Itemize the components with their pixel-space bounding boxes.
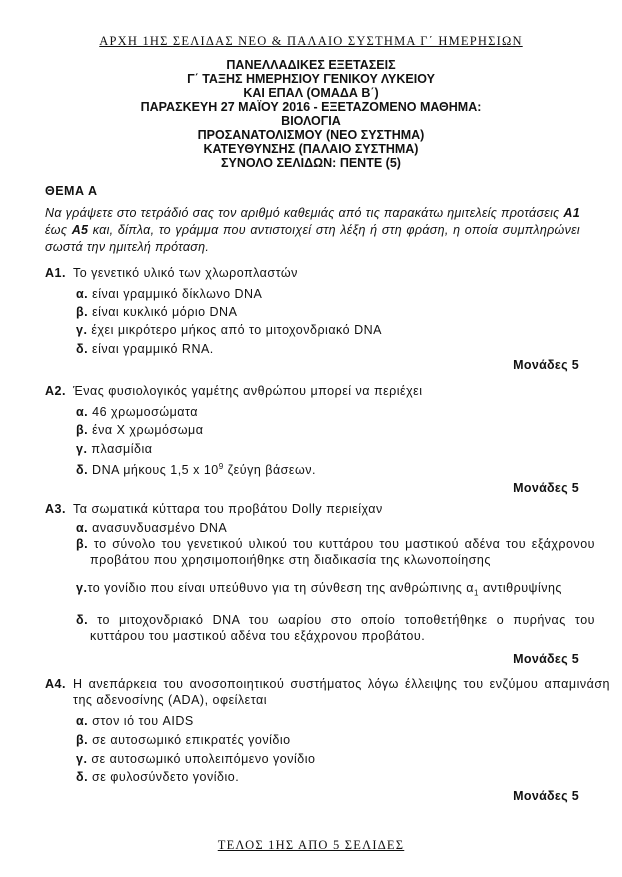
title-line: ΠΑΝΕΛΛΑΔΙΚΕΣ ΕΞΕΤΑΣΕΙΣ xyxy=(226,58,396,72)
instructions: Να γράψετε στο τετράδιό σας τον αριθμό καθεμιάς από τις παρακάτω ημιτελείς προτάσεις Α1 έως Α5 και, δίπλα, το γράμμα που αντιστοιχεί στη λέξη ή στη φράση, η οποία συμπληρώνει σωστά την ημιτελή πρόταση. xyxy=(45,206,581,254)
option: β. σε αυτοσωμικό επικρατές γονίδιο xyxy=(76,733,291,747)
section-title: ΘΕΜΑ Α xyxy=(45,184,98,198)
option: δ. σε φυλοσύνδετο γονίδιο. xyxy=(76,770,240,784)
marks-a3: Μονάδες 5 xyxy=(513,652,579,666)
page-header: ΑΡΧΗ 1ΗΣ ΣΕΛΙΔΑΣ ΝΕΟ & ΠΑΛΑΙΟ ΣΥΣΤΗΜΑ Γ΄ ΗΜΕΡΗΣΙΩΝ xyxy=(99,34,523,48)
option: α. είναι γραμμικό δίκλωνο DNA xyxy=(76,287,263,301)
title-line: Γ΄ ΤΑΞΗΣ ΗΜΕΡΗΣΙΟΥ ΓΕΝΙΚΟΥ ΛΥΚΕΙΟΥ xyxy=(187,72,435,86)
option: γ. πλασμίδια xyxy=(76,442,153,456)
marks-a1: Μονάδες 5 xyxy=(513,358,579,372)
option: β. είναι κυκλικό μόριο DNA xyxy=(76,305,238,319)
option: δ. το μιτοχονδριακό DNA του ωαρίου στο οποίο τοποθετήθηκε ο πυρήνας του κυττάρου του μαστικού αδένα του εξάχρονου προβάτου. xyxy=(76,613,595,643)
question-a3: Α3. Τα σωματικά κύτταρα του προβάτου Dolly περιείχαν xyxy=(45,502,383,516)
option: γ. σε αυτοσωμικό υπολειπόμενο γονίδιο xyxy=(76,752,316,766)
option: β. το σύνολο του γενετικού υλικού του κυττάρου του μαστικού αδένα του εξάχρονου προβάτου που χρησιμοποιήθηκε στη διαδικασία της κλωνοποίησης xyxy=(76,537,595,567)
title-line: ΚΑΙ ΕΠΑΛ (ΟΜΑΔΑ Β΄) xyxy=(243,86,379,100)
exam-title-block xyxy=(0,58,622,170)
title-line: ΒΙΟΛΟΓΙΑ xyxy=(281,114,341,128)
title-line: ΣΥΝΟΛΟ ΣΕΛΙΔΩΝ: ΠΕΝΤΕ (5) xyxy=(221,156,401,170)
option: γ.το γονίδιο που είναι υπεύθυνο για τη σύνθεση της ανθρώπινης $\alpha_1$ αντιθρυψίνης xyxy=(76,581,562,598)
marks-a4: Μονάδες 5 xyxy=(513,789,579,803)
option: γ. έχει μικρότερο μήκος από το μιτοχονδριακό DNA xyxy=(76,323,382,337)
title-line: ΠΑΡΑΣΚΕΥΗ 27 ΜΑΪΟΥ 2016 - ΕΞΕΤΑΖΟΜΕΝΟ ΜΑΘΗΜΑ: xyxy=(140,100,482,114)
option: α. ανασυνδυασμένο DNA xyxy=(76,521,228,535)
option: β. ένα Χ χρωμόσωμα xyxy=(76,423,204,437)
option: α. 46 χρωμοσώματα xyxy=(76,405,199,419)
question-a1: Α1. Το γενετικό υλικό των χλωροπλαστών xyxy=(45,266,298,280)
title-line: ΠΡΟΣΑΝΑΤΟΛΙΣΜΟΥ (ΝΕΟ ΣΥΣΤΗΜΑ) xyxy=(197,128,425,142)
option: δ. DNA μήκους 1,5 x $10^9$ ζεύγη βάσεων. xyxy=(76,462,316,478)
marks-a2: Μονάδες 5 xyxy=(513,481,579,495)
question-a4: Α4. Η ανεπάρκεια του ανοσοποιητικού συστήματος λόγω έλλειψης του ενζύμου απαμινάση της αδενοσίνης (ADA), οφείλεται xyxy=(45,677,610,707)
title-line: ΚΑΤΕΥΘΥΝΣΗΣ (ΠΑΛΑΙΟ ΣΥΣΤΗΜΑ) xyxy=(203,142,419,156)
question-a2: Α2. Ένας φυσιολογικός γαμέτης ανθρώπου μπορεί να περιέχει xyxy=(45,384,423,398)
page-footer: ΤΕΛΟΣ 1ΗΣ ΑΠΟ 5 ΣΕΛΙΔΕΣ xyxy=(217,838,405,852)
option: δ. είναι γραμμικό RNA. xyxy=(76,342,214,356)
option: α. στον ιό του AIDS xyxy=(76,714,194,728)
